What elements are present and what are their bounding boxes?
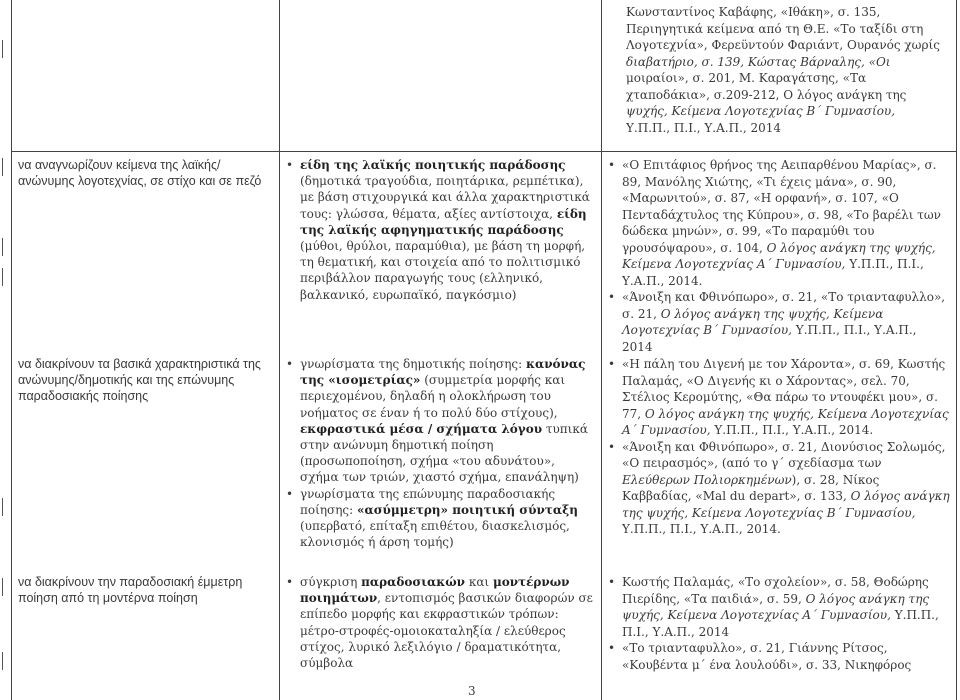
margin-mark: [2, 158, 3, 176]
margin-mark: [2, 268, 3, 286]
text-bullet: • «Η πάλη του Διγενή με τον Χάροντα», σ. 69, Κωστής Παλαμάς, «Ο Διγενής κι ο Χάροντας», σελ. 70, Στέλιος Κερομύτης, «Θα πάρω το ντουφέκι μου», σ. 77, Ο λόγος ανάγκη της ψυχής, Κείμενα Λογοτεχνίας Α΄ Γυμνασίου, Υ.Π.Π., Π.Ι., Υ.Α.Π., 2014.: [604, 356, 950, 439]
goal-cell-1: [18, 157, 272, 189]
table-border-left-2: [11, 151, 12, 700]
goal-text: να διακρίνουν τα βασικά χαρακτηριστικά της ανώνυμης/δημοτικής και της επώνυμης παραδοσιακής ποίησης: [18, 357, 261, 403]
goal-text: να διακρίνουν την παραδοσιακή έμμετρη ποίηση από τη μοντέρνα ποίηση: [18, 575, 243, 605]
top-text-line: Λογοτεχνία», Φερεϋντούν Φαριάντ, Ουρανός χωρίς: [626, 38, 940, 52]
top-text-line: Κωνσταντίνος Καβάφης, «Ιθάκη», σ. 135,: [626, 5, 881, 19]
margin-mark: [2, 498, 3, 516]
text-bullet: • Κωστής Παλαμάς, «Το σχολείον», σ. 58, Θοδώρης Πιερίδης, «Τα παιδιά», σ. 59, Ο λόγος ανάγκη της ψυχής, Κείμενα Λογοτεχνίας Α΄ Γυμνασίου, Υ.Π.Π., Π.Ι., Υ.Α.Π., 2014: [604, 574, 950, 640]
content-bullet: • είδη της λαϊκής ποιητικής παράδοσης (δημοτικά τραγούδια, ποιητάρικα, ρεμπέτικα), με βάση στιχουργικά και άλλα χαρακτηριστικά τους: γλώσσα, θέματα, αξίες αντίστοιχα, είδη της λαϊκής αφηγηματικής παράδοσης (μύθοι, θρύλοι, παραμύθια), με βάση τη μορφή, τη θεματική, και στοιχεία από το πολιτισμικό περιβάλλον παραγωγής τους (ελληνικό, βαλκανικό, ευρωπαϊκό, παγκόσμιο): [282, 157, 594, 303]
texts-cell-3: [604, 574, 950, 680]
top-text-line: ψυχής, Κείμενα Λογοτεχνίας Β΄ Γυμνασίου,: [626, 104, 896, 118]
table-row-divider-1: [11, 151, 957, 152]
content-cell-2: [282, 356, 594, 550]
goal-cell-2: [18, 356, 272, 404]
margin-mark: [2, 652, 3, 670]
table-border-left: [11, 0, 12, 152]
content-bullet: • γνωρίσματα της δημοτικής ποίησης: κανόνας της «ισομετρίας» (συμμετρία μορφής και περιεχομένου, δηλαδή η ολοκλήρωση του νοήματος σε έναν ή το πολύ δύο στίχους), εκφραστικά μέσα / σχήματα λόγου τυπικά στην ανώνυμη δημοτική ποίηση (προσωποποίηση, σχήμα «του αδυνάτου», σχήμα των τριών, χιαστό σχήμα, επανάληψη): [282, 356, 594, 486]
content-cell-3: [282, 574, 594, 671]
text-bullet: • «Άνοιξη και Φθινόπωρο», σ. 21, «Το τριανταφυλλο», σ. 21, Ο λόγος ανάγκη της ψυχής, Κείμενα Λογοτεχνίας Β΄ Γυμνασίου, Υ.Π.Π., Π.Ι., Υ.Α.Π., 2014: [604, 289, 950, 355]
text-bullet: • «Ο Επιτάφιος θρήνος της Αειπαρθένου Μαρίας», σ. 89, Μανόλης Χιώτης, «Τι έχεις μάνα», σ. 90, «Μαρωνιτού», σ. 87, «Η ορφανή», σ. 107, «Ο Πενταδάχτυλος της Κύπρου», σ. 98, «Το βαρέλι των δώδεκα μηνών», σ. 99, «Το παραμύθι του γρουσόψαρου», σ. 104, Ο λόγος ανάγκη της ψυχής, Κείμενα Λογοτεχνίας Α΄ Γυμνασίου, Υ.Π.Π., Π.Ι., Υ.Α.Π., 2014.: [604, 157, 950, 289]
table-divider-col2: [601, 0, 602, 700]
top-text-line: Περιηγητικά κείμενα από τη Θ.Ε. «Το ταξίδι στη: [626, 21, 924, 36]
table-border-right: [956, 0, 957, 700]
text-bullet: • «Το τριανταφυλλο», σ. 21, Γιάννης Ρίτσος, «Κουβέντα μ΄ ένα λουλούδι», σ. 33, Νικηφόρος: [604, 640, 950, 673]
content-bullet: • σύγκριση παραδοσιακών και μοντέρνων ποιημάτων, εντοπισμός βασικών διαφορών σε επίπεδο μορφής και εκφραστικών τρόπων: μέτρο-στροφές-ομοιοκαταληξία / ελεύθερος στίχος, λυρικό λεξιλόγιο / δραματικότητα, σύμβολα: [282, 574, 594, 671]
margin-mark: [2, 578, 3, 596]
goal-text: να αναγνωρίζουν κείμενα της λαϊκής/ανώνυμης λογοτεχνίας, σε στίχο και σε πεζό: [18, 158, 262, 188]
top-text-line: μοιραίοι», σ. 201, Μ. Καραγάτσης, «Τα: [626, 71, 867, 85]
content-cell-1: [282, 157, 594, 303]
text-bullet: • «Άνοιξη και Φθινόπωρο», σ. 21, Διονύσιος Σολωμός, «Ο πειρασμός», (από το γ΄ σχεδίασμα των Ελεύθερων Πολιορκημένων), σ. 28, Νίκος Καββαδίας, «Mal du depart», σ. 133, Ο λόγος ανάγκη της ψυχής, Κείμενα Λογοτεχνίας Β΄ Γυμνασίου, Υ.Π.Π., Π.Ι., Υ.Α.Π., 2014.: [604, 439, 950, 538]
top-text-line: διαβατήριο, σ. 139, Κώστας Βάρναλης, «Οι: [626, 54, 891, 69]
top-text-line: Υ.Π.Π., Π.Ι., Υ.Α.Π., 2014: [626, 120, 782, 135]
texts-cell-2: [604, 356, 950, 538]
table-divider-col1: [279, 0, 280, 700]
texts-cell-1: [604, 157, 950, 355]
top-texts-cell: [626, 4, 946, 136]
margin-mark: [2, 238, 3, 256]
goal-cell-3: [18, 574, 272, 606]
content-bullet: • γνωρίσματα της επώνυμης παραδοσιακής ποίησης: «ασύμμετρη» ποιητική σύνταξη (υπερβατό, επίταξη επιθέτου, διασκελισμός, κλονισμός ή άρση τομής): [282, 486, 594, 551]
top-text-line: χταποδάκια», σ.209-212, Ο λόγος ανάγκη της: [626, 87, 907, 102]
margin-mark: [2, 40, 3, 58]
page-number: 3: [468, 684, 476, 698]
